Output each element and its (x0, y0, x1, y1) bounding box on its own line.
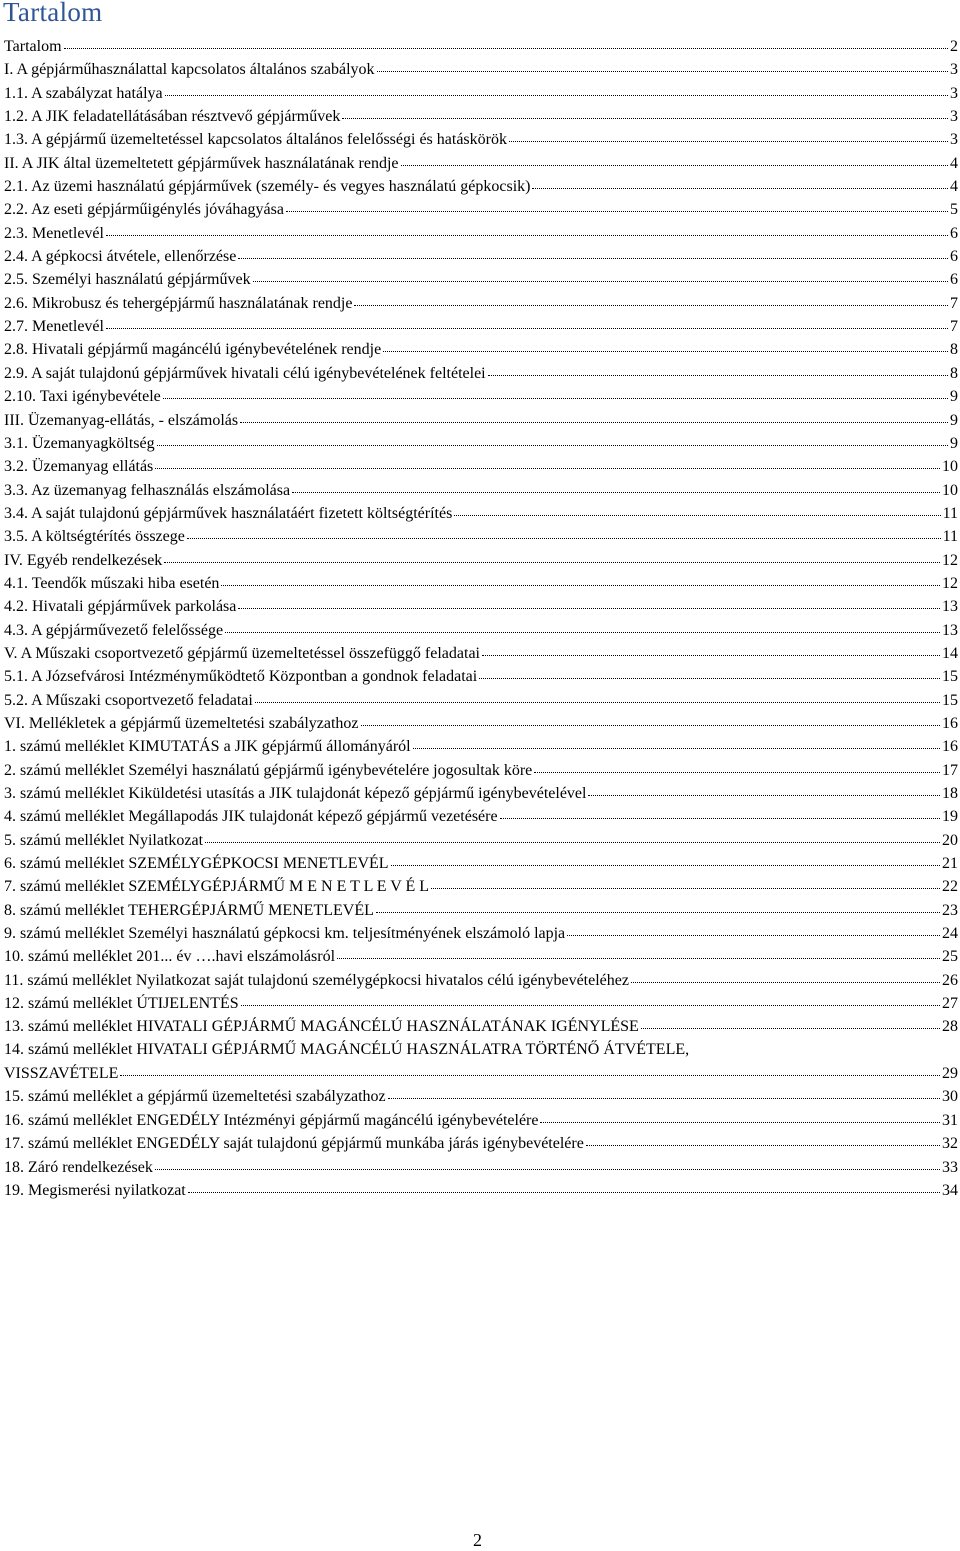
toc-entry-label: 1.3. A gépjármű üzemeltetéssel kapcsolatos általános felelősségi és hatáskörök (4, 131, 507, 149)
dot-leader (155, 1153, 940, 1170)
toc-entry[interactable] (4, 618, 958, 641)
toc-entry[interactable] (4, 524, 958, 547)
toc-entry[interactable] (4, 337, 958, 360)
dot-leader (488, 359, 948, 376)
toc-entry-label: 9. számú melléklet Személyi használatú gépkocsi km. teljesítményének elszámoló lapja (4, 925, 566, 943)
dot-leader (240, 406, 948, 423)
dot-leader (567, 919, 940, 936)
dot-leader (205, 826, 940, 843)
toc-entry-label: 2.3. Menetlevél (4, 224, 104, 242)
toc-entry[interactable] (4, 1131, 958, 1154)
dot-leader (383, 335, 948, 352)
toc-entry[interactable] (4, 664, 958, 687)
toc-entry-page-number: 2 (950, 38, 958, 55)
dot-leader (391, 849, 940, 866)
toc-entry[interactable] (4, 571, 958, 594)
toc-entry-label: 12. számú melléklet ÚTIJELENTÉS (4, 995, 239, 1013)
toc-entry[interactable] (4, 758, 958, 781)
toc-entry[interactable] (4, 1108, 958, 1131)
toc-entry[interactable] (4, 478, 958, 501)
toc-entry-label: VI. Mellékletek a gépjármű üzemeltetési szabályzathoz (4, 714, 359, 732)
toc-entry-page-number: 4 (950, 154, 958, 172)
toc-entry-page-number: 14 (942, 644, 958, 662)
toc-entry[interactable] (4, 174, 958, 197)
toc-entry-page-number: 33 (942, 1158, 958, 1176)
toc-entry-label: 4.3. A gépjárművezető felelőssége (4, 621, 224, 639)
dot-leader (431, 872, 940, 889)
toc-entry-label: 3.1. Üzemanyagköltség (4, 434, 155, 452)
toc-entry-label: 2.7. Menetlevél (4, 318, 104, 336)
dot-leader (534, 756, 940, 773)
dot-leader (106, 219, 948, 236)
toc-entry[interactable] (4, 921, 958, 944)
toc-entry[interactable] (4, 384, 958, 407)
toc-entry-label: 14. számú melléklet HIVATALI GÉPJÁRMŰ MAGÁNCÉLÚ HASZNÁLATRA TÖRTÉNŐ ÁTVÉTELE, (4, 1040, 690, 1058)
dot-leader (413, 732, 940, 749)
dot-leader (631, 966, 940, 983)
toc-entry[interactable] (4, 898, 958, 921)
toc-entry-label: 2.1. Az üzemi használatú gépjárművek (személy- és vegyes használatú gépkocsik) (4, 178, 531, 196)
toc-entry-label: 16. számú melléklet ENGEDÉLY Intézményi gépjármű magáncélú igénybevételére (4, 1111, 539, 1129)
toc-entry-label: 10. számú melléklet 201... év ….havi elszámolásról (4, 948, 336, 966)
toc-entry[interactable] (4, 1014, 958, 1037)
toc-entry-label: Tartalom (4, 38, 62, 55)
page-number: 2 (473, 1530, 482, 1550)
toc-entry-page-number: 20 (942, 831, 958, 849)
toc-entry[interactable] (4, 594, 958, 617)
toc-entry-label: 1.2. A JIK feladatellátásában résztvevő gépjárművek (4, 108, 341, 126)
dot-leader (377, 55, 948, 72)
toc-entry-page-number: 4 (950, 178, 958, 196)
toc-entry-label: 2. számú melléklet Személyi használatú gépjármű igénybevételére jogosultak köre (4, 761, 533, 779)
toc-entry-page-number: 3 (950, 131, 958, 149)
toc-entry[interactable] (4, 501, 958, 524)
toc-entry-label: 2.4. A gépkocsi átvétele, ellenőrzése (4, 248, 237, 266)
toc-heading: Tartalom (3, 0, 103, 27)
toc-entry[interactable] (4, 454, 958, 477)
dot-leader (292, 476, 940, 493)
toc-entry[interactable] (4, 104, 958, 127)
toc-entry-page-number: 13 (942, 621, 958, 639)
toc-entry[interactable] (4, 197, 958, 220)
toc-entry-label-continued: VISSZAVÉTELE (4, 1065, 119, 1083)
toc-entry-label: 3.2. Üzemanyag ellátás (4, 458, 154, 476)
toc-entry-page-number: 30 (942, 1088, 958, 1106)
dot-leader (454, 499, 940, 516)
toc-entry[interactable] (4, 968, 958, 991)
toc-entry-label: 11. számú melléklet Nyilatkozat saját tulajdonú személygépkocsi hivatalos célú igénybevételéhez (4, 971, 629, 989)
toc-entry-label: 2.10. Taxi igénybevétele (4, 388, 161, 406)
toc-entry-page-number: 6 (950, 271, 958, 289)
toc-entry-label: 3.5. A költségtérítés összege (4, 528, 185, 546)
toc-entry[interactable] (4, 944, 958, 967)
toc-entry-page-number: 13 (942, 598, 958, 616)
dot-leader (532, 172, 948, 189)
toc-entry-page-number: 15 (942, 691, 958, 709)
toc-entry-label: 3.4. A saját tulajdonú gépjárművek használatáért fizetett költségtérítés (4, 504, 453, 522)
dot-leader (641, 1012, 940, 1029)
toc-entry-page-number: 29 (942, 1065, 958, 1083)
toc-entry-page-number: 19 (942, 808, 958, 826)
toc-entry[interactable] (4, 851, 958, 874)
toc-entry-label: 18. Záró rendelkezések (4, 1158, 153, 1176)
dot-leader (376, 896, 940, 913)
toc-entry-page-number: 9 (950, 411, 958, 429)
toc-entry-label: 19. Megismerési nyilatkozat (4, 1181, 186, 1199)
dot-leader (500, 802, 940, 819)
toc-entry-page-number: 7 (950, 294, 958, 312)
toc-entry[interactable] (4, 641, 958, 664)
toc-entry-label: 1.1. A szabályzat hatálya (4, 84, 163, 102)
toc-entry-page-number: 32 (942, 1135, 958, 1153)
toc-entry-label: 5.1. A Józsefvárosi Intézményműködtető Központban a gondnok feladatai (4, 668, 478, 686)
dot-leader (187, 522, 941, 539)
toc-entry-label: 17. számú melléklet ENGEDÉLY saját tulajdonú gépjármű munkába járás igénybevételére (4, 1135, 584, 1153)
dot-leader (241, 989, 940, 1006)
toc-entry[interactable] (4, 1155, 958, 1178)
toc-entry-page-number: 3 (950, 61, 958, 79)
toc-entry-page-number: 27 (942, 995, 958, 1013)
dot-leader (164, 546, 940, 563)
toc-entry-page-number: 26 (942, 971, 958, 989)
toc-entry-label: 5. számú melléklet Nyilatkozat (4, 831, 204, 849)
toc-entry-page-number: 5 (950, 201, 958, 219)
dot-leader (64, 32, 948, 49)
toc-entry[interactable] (4, 781, 958, 804)
toc-entry[interactable] (4, 151, 958, 174)
toc-entry-page-number: 16 (942, 738, 958, 756)
dot-leader (482, 639, 940, 656)
toc-entry-label: 2.6. Mikrobusz és tehergépjármű használatának rendje (4, 294, 353, 312)
toc-entry-page-number: 34 (942, 1181, 958, 1199)
toc-entry-label: 1. számú melléklet KIMUTATÁS a JIK gépjármű állományáról (4, 738, 411, 756)
dot-leader (106, 312, 948, 329)
dot-leader (238, 592, 940, 609)
dot-leader (586, 1129, 940, 1146)
toc-entry-label: 3.3. Az üzemanyag felhasználás elszámolása (4, 481, 291, 499)
toc-entry[interactable] (4, 688, 958, 711)
toc-entry-page-number: 3 (950, 84, 958, 102)
toc-entry-page-number: 6 (950, 224, 958, 242)
toc-entry[interactable] (4, 734, 958, 757)
toc-entry-page-number: 7 (950, 318, 958, 336)
toc-entry-page-number: 8 (950, 364, 958, 382)
toc-entry-label: 2.8. Hivatali gépjármű magáncélú igénybevételének rendje (4, 341, 382, 359)
dot-leader (479, 662, 940, 679)
toc-entry-page-number: 11 (942, 504, 958, 522)
toc-entry-label: 2.2. Az eseti gépjárműigénylés jóváhagyása (4, 201, 284, 219)
toc-entry-page-number: 9 (950, 388, 958, 406)
toc-entry[interactable] (4, 81, 958, 104)
toc-entry-page-number: 10 (942, 481, 958, 499)
dot-leader (225, 616, 940, 633)
toc-entry[interactable] (4, 711, 958, 734)
toc-entry[interactable] (4, 431, 958, 454)
toc-entry-page-number: 31 (942, 1111, 958, 1129)
toc-entry[interactable] (4, 1178, 958, 1201)
toc-entry-label: 6. számú melléklet SZEMÉLYGÉPKOCSI MENETLEVÉL (4, 855, 389, 873)
toc-entry-label: 13. számú melléklet HIVATALI GÉPJÁRMŰ MAGÁNCÉLÚ HASZNÁLATÁNAK IGÉNYLÉSE (4, 1018, 639, 1036)
dot-leader (165, 79, 948, 96)
toc-entry-label: II. A JIK által üzemeltetett gépjárművek használatának rendje (4, 154, 399, 172)
toc-entry-page-number: 22 (942, 878, 958, 896)
toc-entry-page-number: 15 (942, 668, 958, 686)
toc-entry[interactable] (4, 991, 958, 1014)
toc-entry-label: 4.2. Hivatali gépjárművek parkolása (4, 598, 237, 616)
toc-entry-label: 2.5. Személyi használatú gépjárművek (4, 271, 251, 289)
dot-leader (388, 1082, 940, 1099)
dot-leader (188, 1176, 940, 1193)
table-of-contents (4, 34, 958, 1201)
dot-leader (163, 382, 948, 399)
toc-entry-label: 3. számú melléklet Kiküldetési utasítás a JIK tulajdonát képező gépjármű igénybevételével (4, 785, 587, 802)
dot-leader (238, 242, 948, 259)
toc-entry[interactable] (4, 1084, 958, 1107)
toc-entry-page-number: 16 (942, 714, 958, 732)
dot-leader (401, 149, 949, 166)
toc-entry-label: 4.1. Teendők műszaki hiba esetén (4, 574, 220, 592)
toc-entry[interactable] (4, 244, 958, 267)
toc-entry-page-number: 21 (942, 855, 958, 873)
dot-leader (157, 429, 948, 446)
toc-entry-page-number: 12 (942, 574, 958, 592)
toc-entry[interactable] (4, 548, 958, 571)
dot-leader (120, 1059, 940, 1076)
toc-entry-label: 8. számú melléklet TEHERGÉPJÁRMŰ MENETLEVÉL (4, 901, 374, 919)
toc-entry-page-number: 10 (942, 458, 958, 476)
dot-leader (540, 1106, 940, 1123)
dot-leader (337, 942, 940, 959)
toc-entry[interactable] (4, 804, 958, 827)
dot-leader (221, 569, 940, 586)
toc-entry-label: IV. Egyéb rendelkezések (4, 551, 163, 569)
toc-entry-page-number: 17 (942, 761, 958, 779)
toc-entry[interactable] (4, 874, 958, 897)
dot-leader (361, 709, 940, 726)
toc-entry-label: III. Üzemanyag-ellátás, - elszámolás (4, 411, 239, 429)
toc-entry[interactable] (4, 267, 958, 290)
toc-entry-page-number: 23 (942, 901, 958, 919)
toc-entry[interactable] (4, 361, 958, 384)
toc-entry[interactable] (4, 127, 958, 150)
toc-entry[interactable] (4, 1038, 958, 1085)
dot-leader (342, 102, 948, 119)
toc-entry[interactable] (4, 408, 958, 431)
toc-entry[interactable] (4, 221, 958, 244)
dot-leader (155, 452, 940, 469)
toc-entry-page-number: 6 (950, 248, 958, 266)
toc-entry-page-number: 24 (942, 925, 958, 943)
toc-entry[interactable] (4, 828, 958, 851)
toc-entry[interactable] (4, 291, 958, 314)
toc-entry-page-number: 25 (942, 948, 958, 966)
toc-entry-label: 4. számú melléklet Megállapodás JIK tulajdonát képező gépjármű vezetésére (4, 808, 498, 826)
toc-entry-page-number: 3 (950, 108, 958, 126)
toc-entry[interactable] (4, 57, 958, 80)
dot-leader (354, 289, 948, 306)
toc-entry-label: 15. számú melléklet a gépjármű üzemeltetési szabályzathoz (4, 1088, 386, 1106)
dot-leader (255, 686, 940, 703)
toc-entry-label: 5.2. A Műszaki csoportvezető feladatai (4, 691, 253, 709)
toc-entry-page-number: 11 (942, 528, 958, 546)
toc-entry-page-number: 12 (942, 551, 958, 569)
toc-entry-label: 7. számú melléklet SZEMÉLYGÉPJÁRMŰ M E N E T L E V É L (4, 878, 430, 896)
dot-leader (588, 779, 940, 796)
toc-entry-label: 2.9. A saját tulajdonú gépjárművek hivatali célú igénybevételének feltételei (4, 364, 486, 382)
toc-entry-page-number: 8 (950, 341, 958, 359)
toc-entry[interactable] (4, 34, 958, 57)
toc-entry-label: V. A Műszaki csoportvezető gépjármű üzemeltetéssel összefüggő feladatai (4, 644, 480, 662)
dot-leader (509, 125, 948, 142)
dot-leader (253, 265, 948, 282)
toc-entry-page-number: 18 (942, 785, 958, 802)
toc-entry[interactable] (4, 314, 958, 337)
toc-entry-label: I. A gépjárműhasználattal kapcsolatos általános szabályok (4, 61, 375, 79)
dot-leader (286, 195, 948, 212)
toc-entry-page-number: 28 (942, 1018, 958, 1036)
toc-entry-page-number: 9 (950, 434, 958, 452)
